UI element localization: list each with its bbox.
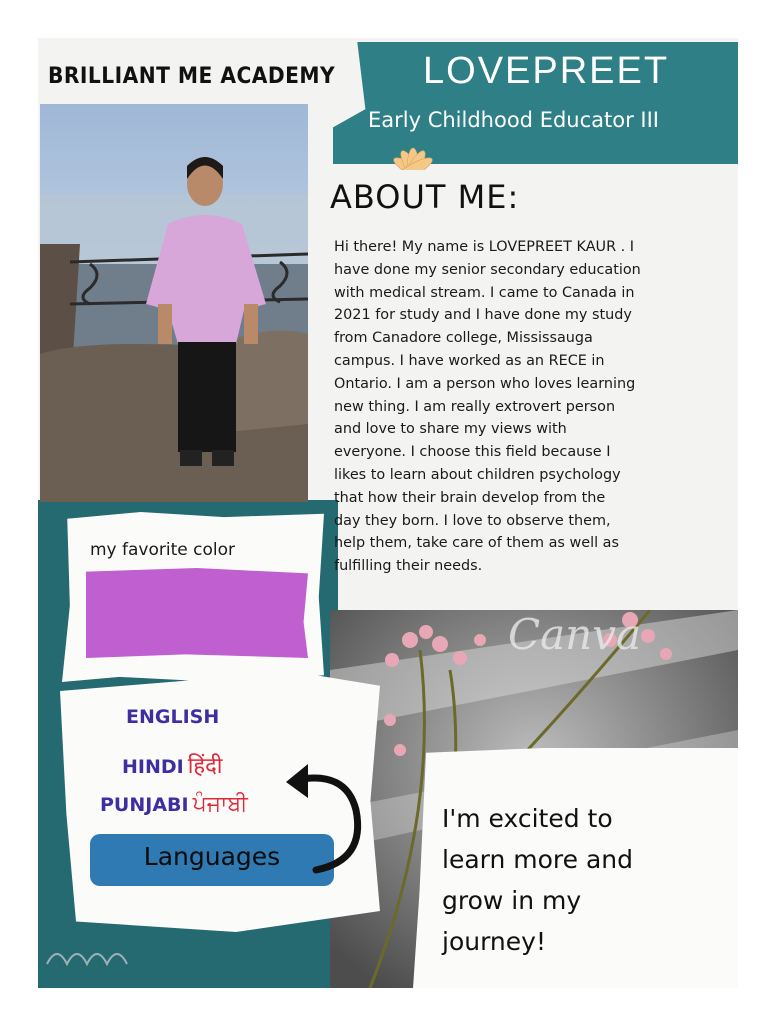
about-line: campus. I have worked as an RECE in <box>334 352 605 369</box>
educator-name: LOVEPREET <box>423 50 670 92</box>
quote-line: journey! <box>442 927 546 956</box>
educator-role: Early Childhood Educator III <box>368 108 659 132</box>
page-sheet <box>38 38 738 988</box>
about-line: that how their brain develop from the <box>334 489 606 506</box>
language-punjabi: PUNJABI ਪੰਜਾਬੀ <box>100 792 248 817</box>
about-line: and love to share my views with <box>334 421 567 438</box>
curved-arrow-icon <box>276 750 366 880</box>
quote-line: learn more and <box>442 845 634 874</box>
about-line: fulfilling their needs. <box>334 558 483 575</box>
favorite-color-label: my favorite color <box>90 540 235 560</box>
about-line: 2021 for study and I have done my study <box>334 307 632 324</box>
about-line: have done my senior secondary education <box>334 261 641 278</box>
about-line: Ontario. I am a person who loves learning <box>334 375 636 392</box>
flower-icon <box>358 136 468 170</box>
about-line: day they born. I love to observe them, <box>334 512 611 529</box>
about-paragraph <box>334 236 706 578</box>
about-line: with medical stream. I came to Canada in <box>334 284 635 301</box>
language-english: ENGLISH <box>126 706 220 728</box>
about-line: likes to learn about children psychology <box>334 466 621 483</box>
about-line: Hi there! My name is LOVEPREET KAUR . I <box>334 239 635 255</box>
quote-line: grow in my <box>442 886 582 915</box>
favorite-color-swatch <box>86 568 308 658</box>
scribble-decoration <box>42 924 162 984</box>
canva-watermark: Canva <box>508 610 641 659</box>
quote-text <box>442 798 712 962</box>
quote-line: I'm excited to <box>442 804 613 833</box>
about-line: new thing. I am really extrovert person <box>334 398 616 415</box>
about-line: everyone. I choose this field because I <box>334 444 611 461</box>
about-line: from Canadore college, Mississauga <box>334 330 593 347</box>
about-line: help them, take care of them as well as <box>334 535 619 552</box>
portrait-photo <box>40 104 308 502</box>
languages-label: Languages <box>143 842 281 871</box>
academy-name: BRILLIANT ME ACADEMY <box>48 64 336 89</box>
about-heading: ABOUT ME: <box>330 178 520 216</box>
language-hindi: HINDI हिंदी <box>122 754 223 779</box>
